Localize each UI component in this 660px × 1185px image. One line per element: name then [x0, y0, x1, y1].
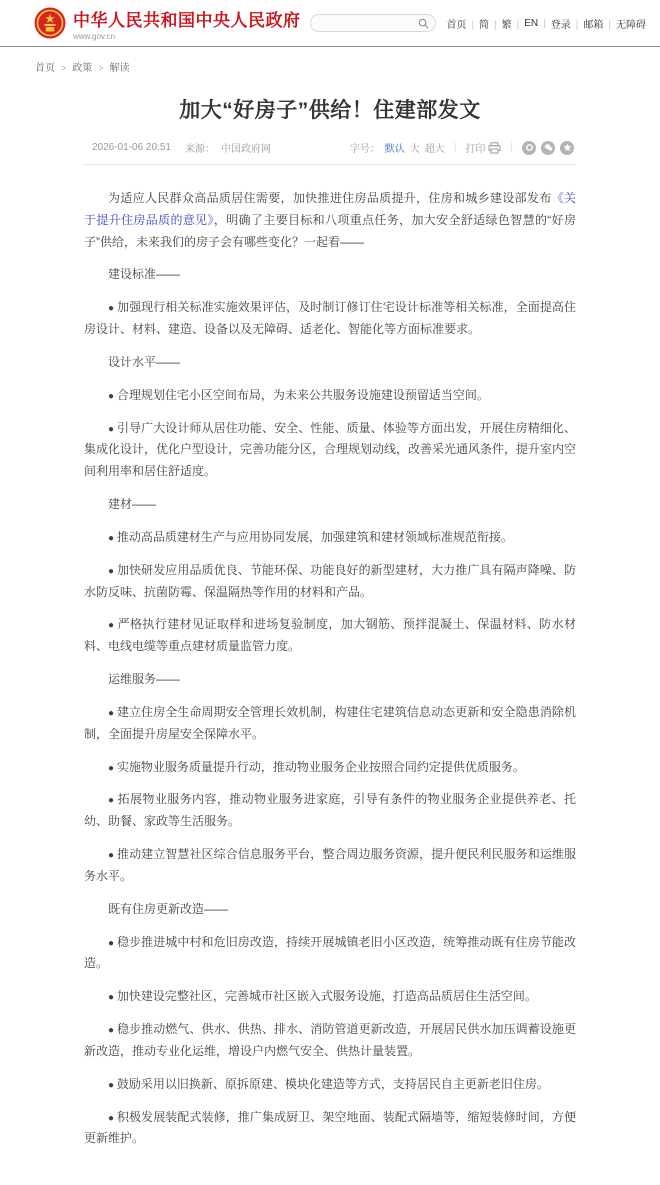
- search-icon[interactable]: [418, 18, 429, 29]
- document-link[interactable]: 《关于提升住房品质的意见》: [84, 191, 576, 227]
- text-run: ● 推动高品质建材生产与应用协同发展，加强建筑和建材领域标准规范衔接。: [108, 530, 513, 544]
- text-run: 建设标准——: [108, 267, 181, 282]
- breadcrumb-policy[interactable]: 政策 >: [72, 63, 109, 74]
- nav-traditional[interactable]: 繁 |: [502, 16, 525, 31]
- share-group: [522, 141, 574, 155]
- header-right: [310, 14, 646, 32]
- text-run: ● 加强现行相关标准实施效果评估，及时制订修订住宅设计标准等相关标准，全面提高住房设计、材料、建造、设备以及无障碍、适老化、智能化等方面标准要求。: [84, 300, 576, 336]
- bullet-item: [84, 789, 576, 833]
- section-heading: [84, 352, 576, 374]
- bullet-item: [84, 757, 576, 779]
- share-moments-icon[interactable]: [522, 141, 536, 155]
- top-nav: [446, 16, 646, 31]
- meta-right: [350, 140, 574, 155]
- text-run: ● 合理规划住宅小区空间布局，为未来公共服务设施建设预留适当空间。: [108, 388, 489, 402]
- font-size-label: 字号：: [349, 144, 380, 155]
- print-label: 打印: [465, 144, 486, 155]
- text-run: ● 加快建设完整社区，完善城市社区嵌入式服务设施，打造高品质居住生活空间。: [108, 989, 537, 1003]
- text-run: ● 稳步推动燃气、供水、供热、排水、消防管道更新改造，开展居民供水加压调蓄设施更新改造，推动专业化运维，增设户内燃气安全、供热计量装置。: [84, 1022, 576, 1058]
- site-title-block: [73, 6, 301, 41]
- font-size-large[interactable]: 大: [409, 144, 420, 155]
- meta-left: [92, 140, 271, 155]
- bullet-item: [84, 297, 576, 341]
- publish-date: 2026-01-06 20:51: [92, 142, 171, 153]
- print-icon: [488, 142, 501, 154]
- section-heading: [84, 669, 576, 691]
- section-heading: [84, 264, 576, 286]
- text-run: ● 推动建立智慧社区综合信息服务平台，整合周边服务资源，提升便民利民服务和运维服务水平。: [84, 847, 576, 883]
- font-size-xlarge[interactable]: 超大: [424, 144, 445, 155]
- section-heading: [84, 494, 576, 516]
- text-run: ● 鼓励采用以旧换新、原拆原建、模块化建造等方式，支持居民自主更新老旧住房。: [108, 1077, 549, 1091]
- text-run: 为适应人民群众高品质居住需要，加快推进住房品质提升，住房和城乡建设部发布: [108, 191, 552, 205]
- text-run: ● 实施物业服务质量提升行动，推动物业服务企业按照合同约定提供优质服务。: [108, 760, 525, 774]
- nav-home[interactable]: 首页 |: [446, 16, 479, 31]
- bullet-item: [84, 385, 576, 407]
- bullet-item: [84, 614, 576, 658]
- text-run: 建材——: [108, 497, 157, 512]
- nav-accessibility[interactable]: 无障碍: [616, 19, 646, 31]
- site-url: www.gov.cn: [73, 31, 116, 41]
- nav-simplified[interactable]: 简 |: [479, 16, 502, 31]
- breadcrumb-home[interactable]: 首页 >: [35, 63, 72, 74]
- print-button[interactable]: [465, 140, 501, 155]
- bullet-item: [84, 1107, 576, 1151]
- text-run: 既有住房更新改造——: [108, 901, 229, 916]
- bullet-item: [84, 560, 576, 604]
- text-run: ，明确了主要目标和八项重点任务，加大安全舒适绿色智慧的“好房子”供给，未来我们的房子会有哪些变化？一起看——: [84, 212, 576, 249]
- site-logo[interactable]: [34, 6, 301, 41]
- text-run: ● 引导广大设计师从居住功能、安全、性能、质量、体验等方面出发，开展住房精细化、集成化设计，优化户型设计，完善功能分区，合理规划动线，改善采光通风条件，提升室内空间利用率和居住舒适度。: [84, 421, 576, 479]
- share-wechat-icon[interactable]: [541, 141, 555, 155]
- share-qzone-icon[interactable]: [560, 141, 574, 155]
- text-run: 设计水平——: [108, 354, 181, 369]
- breadcrumb: [0, 47, 660, 74]
- bullet-item: [84, 932, 576, 976]
- source-label: 来源：: [184, 144, 215, 155]
- bullet-item: [84, 527, 576, 549]
- text-run: ● 稳步推进城中村和危旧房改造，持续开展城镇老旧小区改造，统筹推动既有住房节能改造。: [84, 935, 576, 971]
- site-name: 中华人民共和国中央人民政府: [73, 10, 301, 30]
- bullet-item: [84, 418, 576, 483]
- meta-row: [84, 138, 576, 155]
- site-header: [0, 0, 660, 47]
- bullet-item: [84, 1074, 576, 1096]
- meta-divider: [84, 164, 576, 165]
- breadcrumb-interpretation[interactable]: 解读: [109, 63, 130, 74]
- bullet-item: [84, 844, 576, 888]
- section-heading: [84, 899, 576, 921]
- search-box[interactable]: [310, 14, 436, 32]
- text-run: ● 积极发展装配式装修，推广集成厨卫、架空地面、装配式隔墙等，缩短装修时间，方便更新维护。: [84, 1110, 576, 1146]
- national-emblem-icon: [34, 7, 66, 39]
- bullet-item: [84, 1019, 576, 1063]
- text-run: ● 拓展物业服务内容，推动物业服务进家庭，引导有条件的物业服务企业提供养老、托幼、助餐、家政等生活服务。: [84, 792, 576, 828]
- source-link[interactable]: 中国政府网: [220, 144, 271, 155]
- text-run: 运维服务——: [108, 672, 181, 687]
- font-size-default[interactable]: 默认: [384, 144, 405, 155]
- divider: [450, 142, 461, 153]
- paragraph: [84, 188, 576, 253]
- page-title: 加大“好房子”供给！住建部发文: [179, 99, 481, 122]
- bullet-item: [84, 986, 576, 1008]
- nav-english[interactable]: EN |: [524, 18, 551, 29]
- article: [84, 94, 576, 1185]
- search-input[interactable]: [311, 18, 435, 34]
- divider: [506, 142, 517, 153]
- text-run: ● 加快研发应用品质优良、节能环保、功能良好的新型建材，大力推广具有隔声降噪、防水防反味、抗菌防霉、保温隔热等作用的材料和产品。: [84, 563, 576, 599]
- nav-mail[interactable]: 邮箱 |: [583, 16, 616, 31]
- article-body: [84, 169, 576, 1185]
- nav-login[interactable]: 登录 |: [551, 16, 584, 31]
- text-run: ● 建立住房全生命周期安全管理长效机制，构建住宅建筑信息动态更新和安全隐患消除机制，全面提升房屋安全保障水平。: [84, 705, 576, 741]
- bullet-item: [84, 702, 576, 746]
- text-run: ● 严格执行建材见证取样和进场复验制度，加大钢筋、预拌混凝土、保温材料、防水材料、电线电缆等重点建材质量监管力度。: [84, 617, 576, 653]
